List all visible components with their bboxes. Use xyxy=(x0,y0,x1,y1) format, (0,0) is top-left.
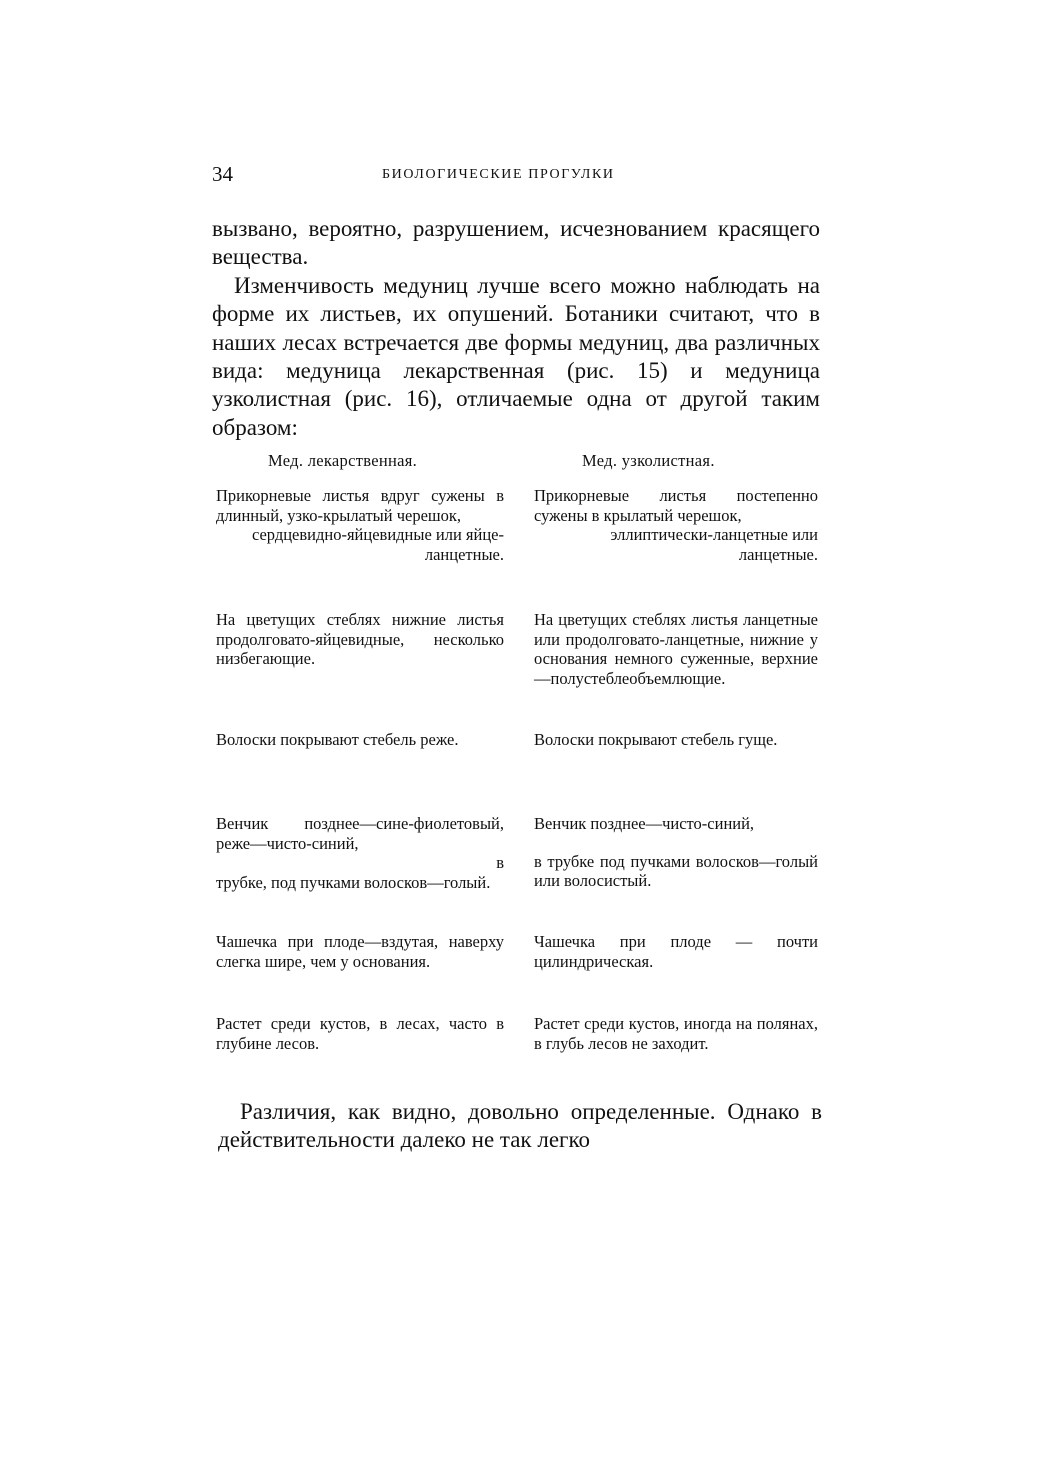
table-cell-right xyxy=(534,610,818,688)
table-cell-right xyxy=(534,1014,818,1053)
cell-text: Венчик позднее—сине-фиолетовый, реже—чисто-синий, xyxy=(216,814,504,853)
cell-text: Чашечка при плоде—вздутая, наверху слегка шире, чем у основания. xyxy=(216,932,504,971)
cell-text: На цветущих стеблях листья ланцетные или продолговато-ланцетные, нижние у основания немного суженные, верхние—полустеблеобъемлющие. xyxy=(534,610,818,688)
cell-subtext: в xyxy=(496,853,504,872)
table-cell-left xyxy=(216,730,504,750)
paragraph-conclusion xyxy=(218,1098,822,1155)
paragraph-differences: Различия, как видно, довольно определенные. Однако в действительности далеко не так легко xyxy=(218,1099,822,1153)
table-cell-right xyxy=(534,486,818,564)
cell-text: Прикорневые листья вдруг сужены в длинный, узко-крылатый черешок, xyxy=(216,486,504,525)
table-cell-right xyxy=(534,814,818,891)
table-cell-right xyxy=(534,730,818,750)
cell-text: Чашечка при плоде — почти цилиндрическая. xyxy=(534,932,818,971)
column-header-right: Мед. узколистная. xyxy=(582,451,715,470)
column-header-left: Мед. лекарственная. xyxy=(268,451,418,470)
table-cell-left xyxy=(216,814,504,892)
table-cell-right xyxy=(534,932,818,971)
cell-subtext: сердцевидно-яйцевидные или яйце-ланцетные. xyxy=(251,525,504,564)
cell-subtext: эллиптически-ланцетные или ланцетные. xyxy=(610,525,818,564)
cell-text: На цветущих стеблях нижние листья продолговато-яйцевидные, несколько низбегающие. xyxy=(216,610,504,668)
cell-text: Растет среди кустов, в лесах, часто в глубине лесов. xyxy=(216,1014,504,1053)
cell-text: Растет среди кустов, иногда на полянах, в глубь лесов не заходит. xyxy=(534,1014,818,1053)
paragraph-continuation: вызвано, вероятно, разрушением, исчезнованием красящего вещества. xyxy=(212,216,820,270)
cell-text-continued: в трубке под пучками волосков—голый или волосистый. xyxy=(534,851,818,890)
cell-text: Прикорневые листья постепенно сужены в крылатый черешок, xyxy=(534,486,818,525)
paragraph-variability: Изменчивость медуниц лучше всего можно наблюдать на форме их листьев, их опушений. Ботаники считают, что в наших лесах встречается две формы медуниц, два различных вида: медуница лекарственная (рис. 15) и медуница узколистная (рис. 16), отличаемые одна от другой таким образом: xyxy=(212,272,820,440)
paragraph-intro xyxy=(212,215,820,442)
cell-text: Венчик позднее—чисто-синий, xyxy=(534,814,755,833)
cell-text: Волоски покрывают стебель гуще. xyxy=(534,730,778,749)
cell-text: Волоски покрывают стебель реже. xyxy=(216,730,459,749)
cell-text-continued: трубке, под пучками волосков—голый. xyxy=(216,872,491,892)
table-cell-left xyxy=(216,932,504,971)
table-cell-left xyxy=(216,486,504,564)
table-cell-left xyxy=(216,610,504,669)
page-number: 34 xyxy=(212,162,233,186)
running-title: БИОЛОГИЧЕСКИЕ ПРОГУЛКИ xyxy=(382,167,615,182)
table-cell-left xyxy=(216,1014,504,1053)
running-head xyxy=(212,160,822,190)
